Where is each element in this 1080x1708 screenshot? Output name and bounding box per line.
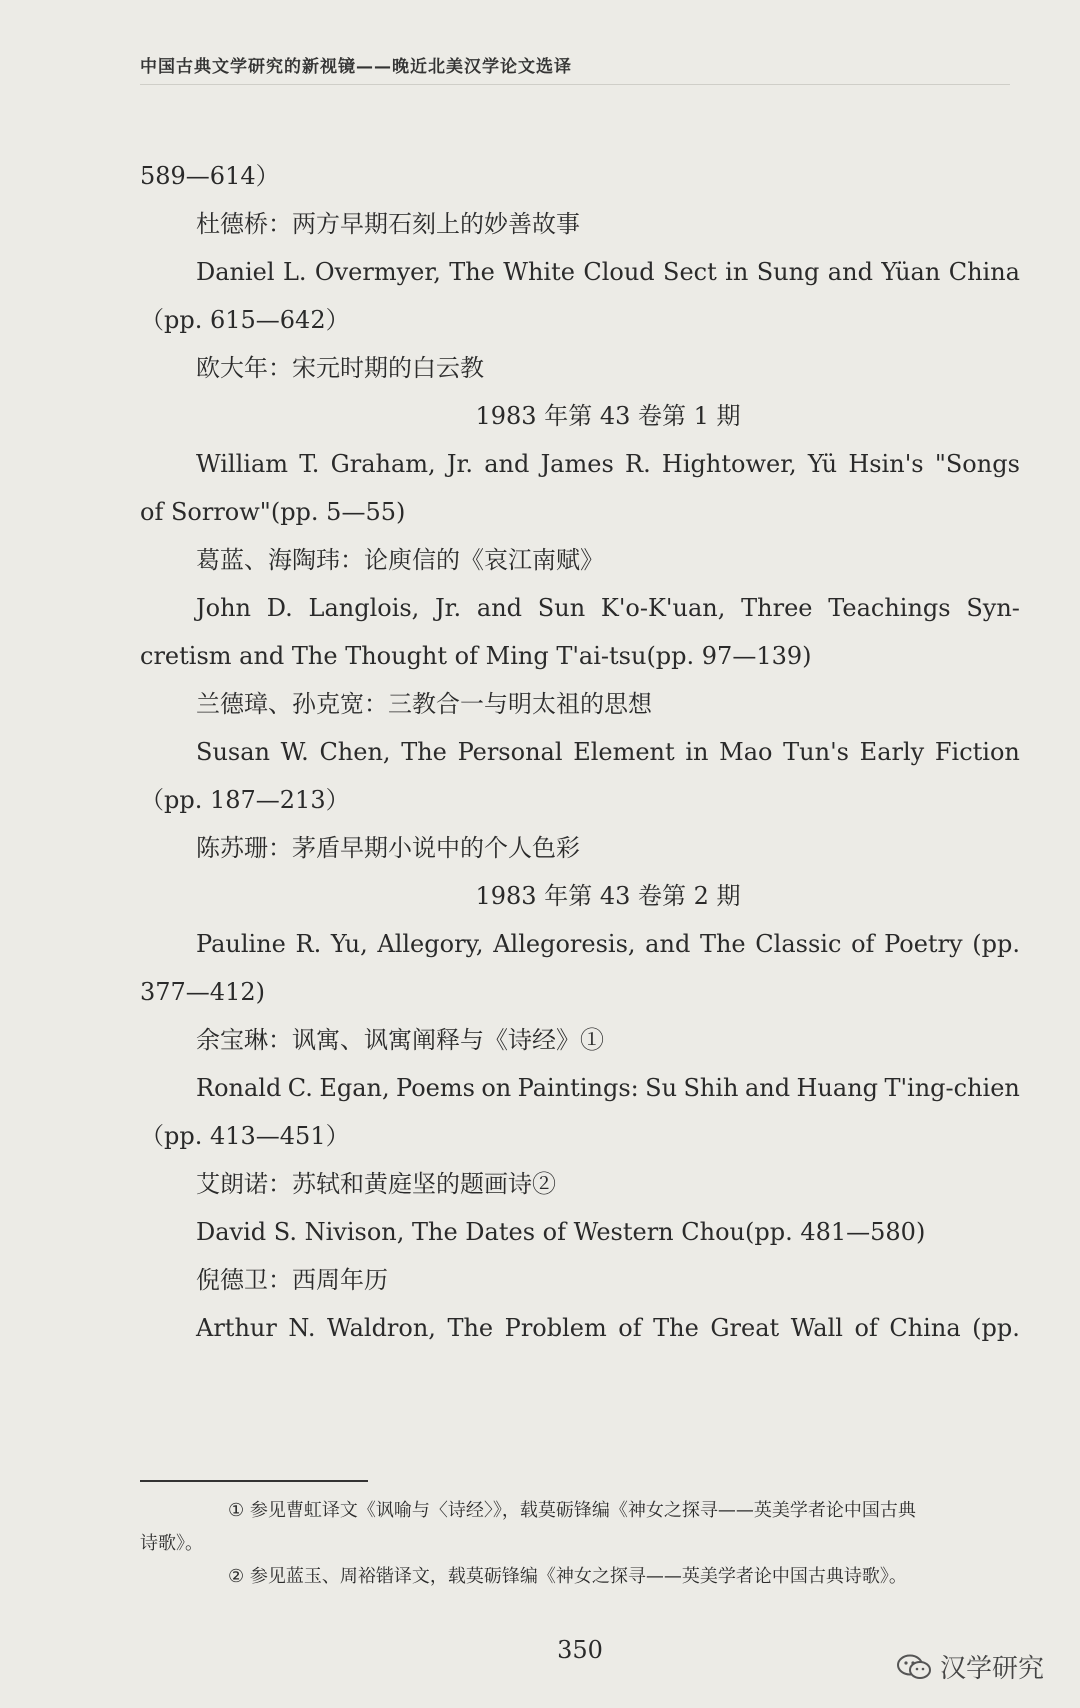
word: Langlois, [308,594,420,622]
text-line: （pp. 187—213） [140,786,350,814]
word: Cloud [583,258,655,286]
word: China [948,258,1020,286]
word: Hsin's [848,450,924,478]
word: Overmyer, [314,258,441,286]
word: (pp. [972,930,1020,958]
word: Hightower, [661,450,797,478]
word: C. [287,1074,313,1102]
word: and [744,1074,791,1102]
word: The [401,738,447,766]
word: Egan, [319,1074,390,1102]
watermark [896,1648,1044,1685]
word: Graham, [330,450,436,478]
text-line: （pp. 615—642） [140,306,350,334]
word: of [851,930,875,958]
body-text [140,152,1020,1352]
text-line: 589—614） [140,162,280,190]
word: (pp. [972,1314,1020,1342]
word: White [503,258,575,286]
text-line: 余宝琳：讽寓、讽寓阐释与《诗经》① [196,1026,604,1054]
word: T. [299,450,320,478]
word: Jr. [446,450,473,478]
footnote-line: ② 参见蓝玉、周裕锴译文，载莫砺锋编《神女之探寻——英美学者论中国古典诗歌》。 [228,1566,907,1587]
word: K'o-K'uan, [600,594,726,622]
word: Arthur [196,1314,277,1342]
text-line [140,1064,1020,1112]
word: L. [282,258,307,286]
word: Sun [537,594,586,622]
page-number: 350 [557,1636,603,1664]
word: The [447,1314,494,1342]
text-line: of Sorrow"(pp. 5—55) [140,498,406,526]
word: Yüan [881,258,941,286]
text-line: 欧大年：宋元时期的白云教 [196,354,484,382]
text-line: cretism and The Thought of Ming T'ai-tsu(pp. 97—139) [140,642,812,670]
word: Huang [796,1074,879,1102]
word: and [645,930,691,958]
word: and [476,594,523,622]
word: Ronald [196,1074,282,1102]
wechat-icon [896,1653,932,1681]
word: Shih [683,1074,739,1102]
footnotes [140,1494,1020,1593]
word: Fiction [934,738,1020,766]
word: Poetry [884,930,963,958]
running-header: 中国古典文学研究的新视镜——晚近北美汉学论文选译 [140,57,572,77]
word: Pauline [196,930,286,958]
word: T'ing-chien [884,1074,1020,1102]
word: Mao [719,738,773,766]
word: W. [280,738,309,766]
footnote-rule [140,1480,368,1482]
footnote-line: 诗歌》。 [140,1533,203,1554]
word: The [449,258,495,286]
word: "Songs [934,450,1020,478]
word: and [827,258,873,286]
word: R. [625,450,651,478]
word: N. [288,1314,316,1342]
text-line: 葛蓝、海陶玮：论庾信的《哀江南赋》 [196,546,604,574]
text-line: （pp. 413—451） [140,1122,350,1150]
word: Three [741,594,813,622]
word: Yu, [330,930,368,958]
word: Problem [504,1314,607,1342]
text-line [140,1304,1020,1352]
watermark-text: 汉学研究 [939,1654,1044,1684]
word: Allegoresis, [493,930,636,958]
word: Syn- [966,594,1020,622]
word: Waldron, [327,1314,436,1342]
word: Sect [663,258,717,286]
word: Wall [790,1314,843,1342]
issue-heading: 1983 年第 43 卷第 1 期 [475,402,741,430]
word: in [685,738,709,766]
text-line: 兰德璋、孙克宽：三教合一与明太祖的思想 [196,690,652,718]
word: Chen, [319,738,391,766]
word: James [540,450,614,478]
text-line: 倪德卫：西周年历 [196,1266,388,1294]
text-line: 杜德桥：两方早期石刻上的妙善故事 [196,210,580,238]
word: Susan [196,738,270,766]
word: and [484,450,530,478]
text-line: 艾朗诺：苏轼和黄庭坚的题画诗② [196,1170,556,1198]
word: Classic [755,930,842,958]
issue-heading: 1983 年第 43 卷第 2 期 [475,882,741,910]
word: William [196,450,289,478]
word: Element [573,738,675,766]
word: of [854,1314,878,1342]
word: in [725,258,749,286]
header-rule [140,84,1010,85]
word: on [481,1074,512,1102]
word: Yü [807,450,838,478]
text-line [140,440,1020,488]
word: Paintings: [517,1074,639,1102]
word: Great [710,1314,780,1342]
word: Daniel [196,258,275,286]
word: D. [266,594,293,622]
text-line: 陈苏珊：茅盾早期小说中的个人色彩 [196,834,580,862]
word: Tun's [783,738,849,766]
word: of [618,1314,642,1342]
word: Jr. [435,594,462,622]
word: Su [645,1074,678,1102]
word: Poems [396,1074,475,1102]
word: The [653,1314,699,1342]
word: China [889,1314,961,1342]
footnote-line: ① 参见曹虹译文《讽喻与〈诗经〉》，载莫砺锋编《神女之探寻——英美学者论中国古典 [228,1500,916,1521]
text-line [140,728,1020,776]
word: The [699,930,746,958]
text-line: David S. Nivison, The Dates of Western Chou(pp. 481—580) [196,1218,926,1246]
word: John [196,594,251,622]
text-line [140,920,1020,968]
word: Allegory, [377,930,484,958]
word: Teachings [828,594,951,622]
text-line [140,584,1020,632]
word: Early [859,738,925,766]
word: Personal [457,738,563,766]
text-line [140,248,1020,296]
word: R. [295,930,322,958]
text-line: 377—412) [140,978,265,1006]
word: Sung [756,258,820,286]
